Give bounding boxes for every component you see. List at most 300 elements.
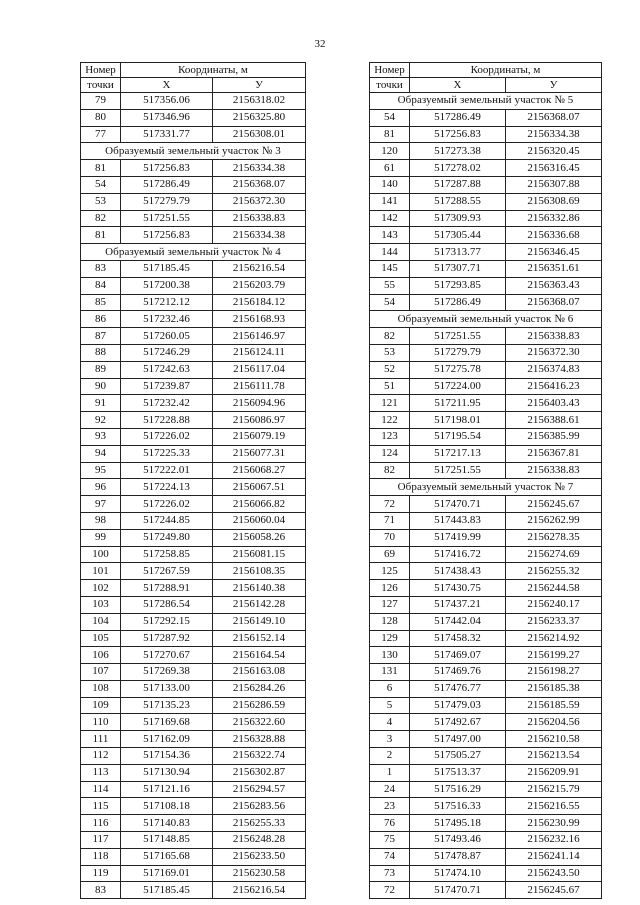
point-number-cell: 61 [370,160,410,177]
y-coordinate-cell: 2156209.91 [506,764,602,781]
point-number-cell: 1 [370,764,410,781]
y-coordinate-cell: 2156372.30 [506,344,602,361]
y-coordinate-cell: 2156081.15 [213,546,306,563]
point-number-cell: 97 [81,496,121,513]
coordinates-table-left [80,62,306,899]
point-number-cell: 144 [370,244,410,261]
x-coordinate-cell: 517251.55 [410,462,506,479]
table-row [81,311,306,328]
x-coordinate-cell: 517416.72 [410,546,506,563]
x-coordinate-cell: 517185.45 [121,260,213,277]
x-coordinate-cell: 517273.38 [410,143,506,160]
table-row [81,277,306,294]
point-number-cell: 100 [81,546,121,563]
table-row [370,143,602,160]
y-coordinate-cell: 2156338.83 [506,328,602,345]
y-coordinate-cell: 2156168.93 [213,311,306,328]
table-row [370,260,602,277]
table-row [370,798,602,815]
y-coordinate-cell: 2156245.67 [506,882,602,899]
x-coordinate-cell: 517442.04 [410,613,506,630]
point-number-cell: 92 [81,412,121,429]
point-number-cell: 82 [81,210,121,227]
y-coordinate-cell: 2156164.54 [213,647,306,664]
x-coordinate-cell: 517516.29 [410,781,506,798]
table-row [81,529,306,546]
section-row [370,93,602,110]
table-row [81,680,306,697]
table-row [81,731,306,748]
y-coordinate-cell: 2156149.10 [213,613,306,630]
header-x: X [121,78,213,93]
point-number-cell: 124 [370,445,410,462]
x-coordinate-cell: 517217.13 [410,445,506,462]
y-coordinate-cell: 2156278.35 [506,529,602,546]
table-row [81,428,306,445]
point-number-cell: 93 [81,428,121,445]
x-coordinate-cell: 517185.45 [121,882,213,899]
x-coordinate-cell: 517198.01 [410,412,506,429]
table-row [81,832,306,849]
x-coordinate-cell: 517286.54 [121,596,213,613]
y-coordinate-cell: 2156198.27 [506,664,602,681]
table-row [370,512,602,529]
point-number-cell: 91 [81,395,121,412]
x-coordinate-cell: 517169.68 [121,714,213,731]
section-row [81,143,306,160]
x-coordinate-cell: 517270.67 [121,647,213,664]
x-coordinate-cell: 517286.49 [410,294,506,311]
table-row [370,395,602,412]
y-coordinate-cell: 2156368.07 [506,109,602,126]
header-coordinates: Координаты, м [410,63,602,78]
table-row [81,815,306,832]
x-coordinate-cell: 517226.02 [121,496,213,513]
point-number-cell: 113 [81,764,121,781]
y-coordinate-cell: 2156307.88 [506,176,602,193]
table-row [370,580,602,597]
x-coordinate-cell: 517292.15 [121,613,213,630]
y-coordinate-cell: 2156094.96 [213,395,306,412]
y-coordinate-cell: 2156336.68 [506,227,602,244]
table-row [81,378,306,395]
x-coordinate-cell: 517239.87 [121,378,213,395]
y-coordinate-cell: 2156213.54 [506,748,602,765]
x-coordinate-cell: 517305.44 [410,227,506,244]
table-row [370,748,602,765]
x-coordinate-cell: 517244.85 [121,512,213,529]
point-number-cell: 141 [370,193,410,210]
point-number-cell: 102 [81,580,121,597]
point-number-cell: 131 [370,664,410,681]
table-row [370,697,602,714]
y-coordinate-cell: 2156233.50 [213,848,306,865]
x-coordinate-cell: 517492.67 [410,714,506,731]
table-row [370,428,602,445]
x-coordinate-cell: 517251.55 [410,328,506,345]
y-coordinate-cell: 2156216.54 [213,882,306,899]
y-coordinate-cell: 2156284.26 [213,680,306,697]
point-number-cell: 96 [81,479,121,496]
x-coordinate-cell: 517195.54 [410,428,506,445]
point-number-cell: 105 [81,630,121,647]
table-row [81,613,306,630]
section-title: Образуемый земельный участок № 5 [370,93,602,110]
point-number-cell: 71 [370,512,410,529]
x-coordinate-cell: 517307.71 [410,260,506,277]
table-row [370,563,602,580]
point-number-cell: 83 [81,882,121,899]
y-coordinate-cell: 2156245.67 [506,496,602,513]
point-number-cell: 94 [81,445,121,462]
point-number-cell: 87 [81,328,121,345]
table-body-left [81,93,306,899]
point-number-cell: 72 [370,882,410,899]
x-coordinate-cell: 517130.94 [121,764,213,781]
y-coordinate-cell: 2156302.87 [213,764,306,781]
table-row [81,160,306,177]
table-row [370,731,602,748]
table-row [370,714,602,731]
x-coordinate-cell: 517443.83 [410,512,506,529]
header-y: У [506,78,602,93]
point-number-cell: 101 [81,563,121,580]
x-coordinate-cell: 517479.03 [410,697,506,714]
x-coordinate-cell: 517469.76 [410,664,506,681]
point-number-cell: 82 [370,462,410,479]
table-row [370,630,602,647]
table-row [370,176,602,193]
x-coordinate-cell: 517286.49 [410,109,506,126]
table-row [81,93,306,110]
x-coordinate-cell: 517497.00 [410,731,506,748]
header-number-line1: Номер [370,63,410,78]
coordinates-table-right [369,62,602,899]
y-coordinate-cell: 2156403.43 [506,395,602,412]
point-number-cell: 83 [81,260,121,277]
table-row [81,412,306,429]
x-coordinate-cell: 517211.95 [410,395,506,412]
x-coordinate-cell: 517505.27 [410,748,506,765]
y-coordinate-cell: 2156318.02 [213,93,306,110]
x-coordinate-cell: 517232.42 [121,395,213,412]
point-number-cell: 81 [81,160,121,177]
header-coordinates: Координаты, м [121,63,306,78]
y-coordinate-cell: 2156230.99 [506,815,602,832]
point-number-cell: 52 [370,361,410,378]
section-row [370,311,602,328]
x-coordinate-cell: 517242.63 [121,361,213,378]
table-row [370,596,602,613]
x-coordinate-cell: 517200.38 [121,277,213,294]
table-row [370,848,602,865]
y-coordinate-cell: 2156124.11 [213,344,306,361]
x-coordinate-cell: 517287.88 [410,176,506,193]
point-number-cell: 70 [370,529,410,546]
x-coordinate-cell: 517469.07 [410,647,506,664]
table-row [370,210,602,227]
point-number-cell: 126 [370,580,410,597]
y-coordinate-cell: 2156316.45 [506,160,602,177]
point-number-cell: 127 [370,596,410,613]
table-row [81,764,306,781]
table-row [81,227,306,244]
x-coordinate-cell: 517228.88 [121,412,213,429]
y-coordinate-cell: 2156322.60 [213,714,306,731]
x-coordinate-cell: 517516.33 [410,798,506,815]
x-coordinate-cell: 517169.01 [121,865,213,882]
point-number-cell: 89 [81,361,121,378]
x-coordinate-cell: 517287.92 [121,630,213,647]
table-row [370,882,602,899]
y-coordinate-cell: 2156255.33 [213,815,306,832]
point-number-cell: 88 [81,344,121,361]
x-coordinate-cell: 517258.85 [121,546,213,563]
table-row [81,630,306,647]
x-coordinate-cell: 517165.68 [121,848,213,865]
table-row [370,680,602,697]
y-coordinate-cell: 2156322.74 [213,748,306,765]
table-row [81,445,306,462]
x-coordinate-cell: 517256.83 [121,160,213,177]
table-row [81,260,306,277]
y-coordinate-cell: 2156368.07 [213,176,306,193]
table-row [81,848,306,865]
x-coordinate-cell: 517288.55 [410,193,506,210]
table-row [81,479,306,496]
x-coordinate-cell: 517356.06 [121,93,213,110]
point-number-cell: 118 [81,848,121,865]
y-coordinate-cell: 2156079.19 [213,428,306,445]
table-row [81,126,306,143]
y-coordinate-cell: 2156283.56 [213,798,306,815]
x-coordinate-cell: 517470.71 [410,882,506,899]
x-coordinate-cell: 517154.36 [121,748,213,765]
y-coordinate-cell: 2156111.78 [213,378,306,395]
section-title: Образуемый земельный участок № 7 [370,479,602,496]
x-coordinate-cell: 517260.05 [121,328,213,345]
y-coordinate-cell: 2156320.45 [506,143,602,160]
point-number-cell: 72 [370,496,410,513]
x-coordinate-cell: 517121.16 [121,781,213,798]
point-number-cell: 86 [81,311,121,328]
y-coordinate-cell: 2156243.50 [506,865,602,882]
y-coordinate-cell: 2156338.83 [213,210,306,227]
y-coordinate-cell: 2156325.80 [213,109,306,126]
y-coordinate-cell: 2156385.99 [506,428,602,445]
table-row [370,193,602,210]
x-coordinate-cell: 517309.93 [410,210,506,227]
y-coordinate-cell: 2156308.01 [213,126,306,143]
table-row [81,344,306,361]
point-number-cell: 55 [370,277,410,294]
x-coordinate-cell: 517275.78 [410,361,506,378]
x-coordinate-cell: 517430.75 [410,580,506,597]
x-coordinate-cell: 517313.77 [410,244,506,261]
point-number-cell: 145 [370,260,410,277]
y-coordinate-cell: 2156214.92 [506,630,602,647]
x-coordinate-cell: 517225.33 [121,445,213,462]
x-coordinate-cell: 517437.21 [410,596,506,613]
y-coordinate-cell: 2156240.17 [506,596,602,613]
y-coordinate-cell: 2156334.38 [213,160,306,177]
point-number-cell: 24 [370,781,410,798]
x-coordinate-cell: 517278.02 [410,160,506,177]
x-coordinate-cell: 517140.83 [121,815,213,832]
point-number-cell: 140 [370,176,410,193]
point-number-cell: 122 [370,412,410,429]
table-body-right [370,93,602,899]
table-row [370,244,602,261]
y-coordinate-cell: 2156117.04 [213,361,306,378]
table-row [81,865,306,882]
y-coordinate-cell: 2156060.04 [213,512,306,529]
table-row [81,647,306,664]
table-row [370,277,602,294]
y-coordinate-cell: 2156067.51 [213,479,306,496]
table-row [81,664,306,681]
point-number-cell: 53 [370,344,410,361]
x-coordinate-cell: 517286.49 [121,176,213,193]
y-coordinate-cell: 2156108.35 [213,563,306,580]
y-coordinate-cell: 2156308.69 [506,193,602,210]
x-coordinate-cell: 517256.83 [121,227,213,244]
x-coordinate-cell: 517331.77 [121,126,213,143]
x-coordinate-cell: 517256.83 [410,126,506,143]
point-number-cell: 129 [370,630,410,647]
y-coordinate-cell: 2156374.83 [506,361,602,378]
page-number: 32 [314,38,326,50]
point-number-cell: 82 [370,328,410,345]
table-row [81,395,306,412]
x-coordinate-cell: 517493.46 [410,832,506,849]
table-row [370,328,602,345]
table-row [81,714,306,731]
x-coordinate-cell: 517293.85 [410,277,506,294]
point-number-cell: 69 [370,546,410,563]
point-number-cell: 98 [81,512,121,529]
x-coordinate-cell: 517474.10 [410,865,506,882]
point-number-cell: 104 [81,613,121,630]
section-row [81,244,306,261]
table-row [81,563,306,580]
header-number-line2: точки [81,78,121,93]
header-number-line2: точки [370,78,410,93]
x-coordinate-cell: 517232.46 [121,311,213,328]
section-row [370,479,602,496]
point-number-cell: 143 [370,227,410,244]
table-row [370,832,602,849]
y-coordinate-cell: 2156216.54 [213,260,306,277]
y-coordinate-cell: 2156338.83 [506,462,602,479]
table-row [81,462,306,479]
y-coordinate-cell: 2156215.79 [506,781,602,798]
y-coordinate-cell: 2156334.38 [506,126,602,143]
x-coordinate-cell: 517133.00 [121,680,213,697]
table-row [81,361,306,378]
table-row [370,160,602,177]
y-coordinate-cell: 2156274.69 [506,546,602,563]
y-coordinate-cell: 2156146.97 [213,328,306,345]
point-number-cell: 125 [370,563,410,580]
x-coordinate-cell: 517279.79 [121,193,213,210]
point-number-cell: 116 [81,815,121,832]
x-coordinate-cell: 517246.29 [121,344,213,361]
point-number-cell: 115 [81,798,121,815]
x-coordinate-cell: 517148.85 [121,832,213,849]
point-number-cell: 79 [81,93,121,110]
table-row [370,378,602,395]
point-number-cell: 111 [81,731,121,748]
y-coordinate-cell: 2156248.28 [213,832,306,849]
y-coordinate-cell: 2156233.37 [506,613,602,630]
y-coordinate-cell: 2156372.30 [213,193,306,210]
point-number-cell: 130 [370,647,410,664]
table-row [370,412,602,429]
table-row [81,109,306,126]
section-title: Образуемый земельный участок № 3 [81,143,306,160]
table-row [370,764,602,781]
point-number-cell: 106 [81,647,121,664]
y-coordinate-cell: 2156363.43 [506,277,602,294]
y-coordinate-cell: 2156077.31 [213,445,306,462]
point-number-cell: 142 [370,210,410,227]
x-coordinate-cell: 517513.37 [410,764,506,781]
table-row [81,512,306,529]
point-number-cell: 95 [81,462,121,479]
y-coordinate-cell: 2156367.81 [506,445,602,462]
y-coordinate-cell: 2156244.58 [506,580,602,597]
point-number-cell: 110 [81,714,121,731]
table-row [81,882,306,899]
point-number-cell: 123 [370,428,410,445]
point-number-cell: 75 [370,832,410,849]
point-number-cell: 112 [81,748,121,765]
x-coordinate-cell: 517419.99 [410,529,506,546]
x-coordinate-cell: 517224.13 [121,479,213,496]
table-row [370,647,602,664]
point-number-cell: 5 [370,697,410,714]
table-row [81,580,306,597]
point-number-cell: 114 [81,781,121,798]
point-number-cell: 73 [370,865,410,882]
x-coordinate-cell: 517438.43 [410,563,506,580]
point-number-cell: 103 [81,596,121,613]
x-coordinate-cell: 517226.02 [121,428,213,445]
point-number-cell: 53 [81,193,121,210]
y-coordinate-cell: 2156351.61 [506,260,602,277]
point-number-cell: 54 [81,176,121,193]
point-number-cell: 85 [81,294,121,311]
table-row [370,781,602,798]
point-number-cell: 23 [370,798,410,815]
y-coordinate-cell: 2156388.61 [506,412,602,429]
point-number-cell: 76 [370,815,410,832]
x-coordinate-cell: 517212.12 [121,294,213,311]
table-row [370,344,602,361]
table-row [370,613,602,630]
table-row [370,462,602,479]
y-coordinate-cell: 2156140.38 [213,580,306,597]
point-number-cell: 74 [370,848,410,865]
header-number-line1: Номер [81,63,121,78]
y-coordinate-cell: 2156184.12 [213,294,306,311]
point-number-cell: 6 [370,680,410,697]
table-row [370,227,602,244]
y-coordinate-cell: 2156086.97 [213,412,306,429]
point-number-cell: 90 [81,378,121,395]
table-row [81,546,306,563]
